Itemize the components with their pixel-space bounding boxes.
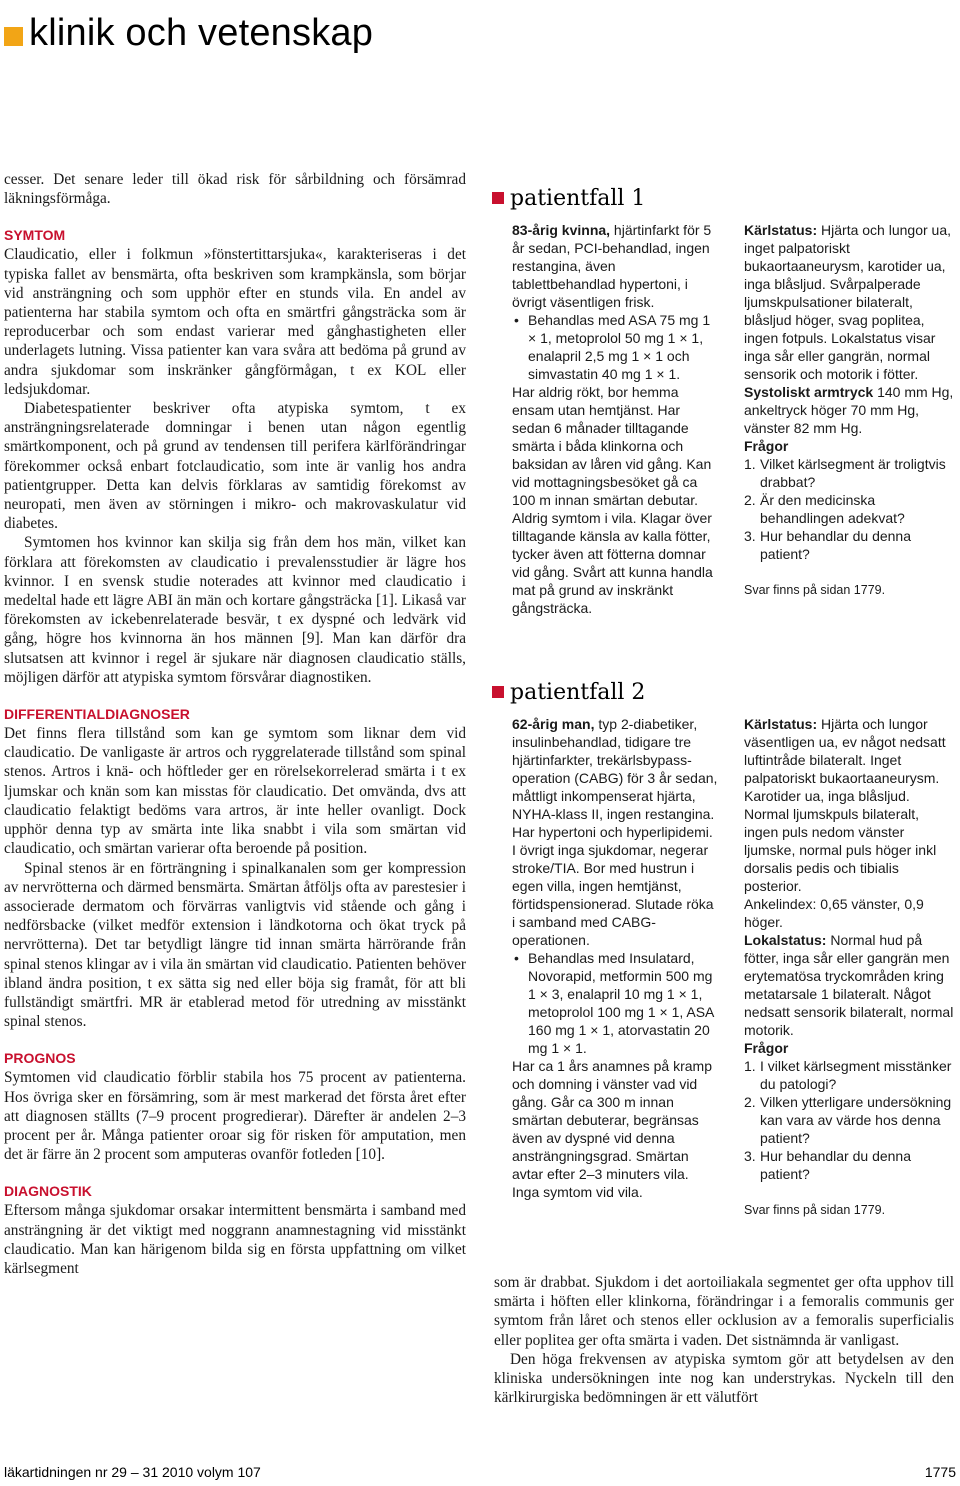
vascular-status [744,715,954,895]
case-lead-bold: 83-årig kvinna, [512,222,611,238]
case-column-2 [744,221,954,617]
question-number: 3. [744,1148,756,1164]
question-text: Hur behandlar du denna patient? [760,528,912,562]
case-lead [512,715,718,949]
case-lead [512,221,718,311]
question-number: 1. [744,1058,756,1074]
case-lead-bold: 62-årig man, [512,716,595,732]
case-history: Har aldrig rökt, bor hemma ensam utan hemtjänst. Har sedan 6 månader tilltagande smärta i båda klinkorna och baksidan av låren vid gång. Kan vid mottagningsbesöket gå ca 100 m innan smärtan debutar. Aldrig symtom i vila. Klagar över tilltagande känsla av kalla fötter, tycker även att fötterna domnar vid gång. Svårt att kunna handla mat på grund av inskränkt gångsträcka. [512,384,713,616]
heading-diagnostik: DIAGNOSTIK [4,1183,92,1200]
questions-list [744,1057,954,1183]
blood-pressure [744,383,954,437]
question-number: 2. [744,1094,756,1110]
case-column-1 [512,221,718,617]
vascular-status-label: Kärlstatus: [744,716,818,732]
paragraph-right-2: Den höga frekvensen av atypiska symtom gör att betydelsen av den kliniska undersökningen inte nog kan understrykas. Nyckeln till den kärlkirurgiska bedömningen är ett välutfört [494,1350,954,1407]
question-item [744,455,954,491]
blood-pressure-text: 140 mm Hg, ankeltryck höger 70 mm Hg, vänster 82 mm Hg. [744,384,954,436]
question-text: Vilket kärlsegment är troligtvis drabbat? [760,456,946,490]
paragraph-diff-1: Det finns flera tillstånd som kan ge symtom som liknar dem vid claudicatio. De vanligaste är artros och ryggrelaterade tillstånd som spinal stenos. Artros i knä- och höftleder ger en rörelsekorrelerad smärta i t ex ljumskar och knän som kan misstas för claudicatio. Det omvända, dvs att claudicatio felaktigt bedöms vara artros, är inte heller ovanligt. Dock upphör denna typ av smärta inte lika snabbt i vila som smärtan vid claudicatio, och smärtan varierar ofta beroende på position. [4,725,466,858]
paragraph-prognos: Symtomen vid claudicatio förblir stabila hos 75 procent av patienterna. Hos övriga sker en försämring, som är mest markerad det första året efter att diagnosen ställts (7–9 procent progredierar). Därefter är andelen 2–3 procent per år. Många patienter oroar sig för risken för amputation, men det är färre än 2 procent som amputeras ovanför fotleden [10]. [4,1069,466,1164]
ankle-index: Ankelindex: 0,65 vänster, 0,9 höger. [744,896,924,930]
heading-prognos: PROGNOS [4,1050,76,1067]
heading-symtom: SYMTOM [4,227,66,244]
question-number: 3. [744,528,756,544]
vascular-status-text: Hjärta och lungor väsentligen ua, ev något nedsatt luftintråde bilateralt. Inget palpatoriskt bukaortaaneurysm. Karotider ua, inga blåsljud. Normal ljumskpuls bilateralt, ingen puls nedom vänster ljumske, normal puls höger inkl dorsalis pedis och tibialis posterior. [744,716,946,894]
vascular-status [744,221,954,383]
case-body [492,221,954,617]
question-text: Är den medicinska behandlingen adekvat? [760,492,905,526]
paragraph-intro: cesser. Det senare leder till ökad risk för sårbildning och försämrad läkningsförmåga. [4,171,466,208]
question-number: 1. [744,456,756,472]
local-status-text: Normal hud på fötter, inga sår eller gangrän men erytematösa tryckområden kring metatarsale 1 bilateralt. Något nedsatt sensorik bilateralt, normal motorik. [744,932,954,1038]
questions-label: Frågor [744,438,789,454]
medication-item: • Behandlas med Insulatard, Novorapid, metformin 500 mg 1 × 3, enalapril 10 mg 1 × 1, metoprolol 100 mg 1 × 1, ASA 160 mg 1 × 1, atorvastatin 20 mg 1 × 1. [528,949,718,1057]
case-square-marker [492,686,504,698]
section-title: klinik och vetenskap [29,11,374,54]
answer-reference: Svar finns på sidan 1779. [744,1203,886,1217]
section-header [4,10,373,56]
paragraph-right-1: som är drabbat. Sjukdom i det aortoiliakala segmentet ger ofta upphov till smärta i höften eller klinkorna, förändringar i a femoralis communis ger symtom från låret och stenos eller ocklusion av a femoralis superficialis eller poplitea ger ofta smärta i vaden. Det sistnämnda är vanligast. [494,1274,954,1349]
case-box-1 [492,183,954,617]
case-title: patientfall 1 [510,185,646,211]
question-number: 2. [744,492,756,508]
medication-item: • Behandlas med ASA 75 mg 1 × 1, metoprolol 50 mg 1 × 1, enalapril 2,5 mg 1 × 1 och simvastatin 40 mg 1 × 1. [528,311,718,383]
heading-differentialdiagnoser: DIFFERENTIALDIAGNOSER [4,706,190,723]
article-left-column [4,170,466,1278]
question-item [744,1147,954,1183]
case-lead-text: hjärtinfarkt för 5 år sedan, PCI-behandlad, ingen restangina, även tablettbehandlad hypertoni, i övrigt väsentligen frisk. [512,222,712,310]
case-history: Har ca 1 års anamnes på kramp och domning i vänster vad vid gång. Går ca 300 m innan smärtan debuterar, begränsas även av dyspné vid denna ansträngningsgrad. Smärtan avtar efter 2–3 minuters vila. Inga symtom vid vila. [512,1058,712,1200]
header-square-marker [4,27,23,46]
paragraph-diagnostik: Eftersom många sjukdomar orsakar intermittent bensmärta i samband med ansträngning är det viktigt med noggrann anamnestagning vid misstänkt claudicatio. Man kan härigenom bilda sig en första uppfattning om vilket kärlsegment [4,1202,466,1277]
case-header [492,677,954,707]
vascular-status-text: Hjärta och lungor ua, inget palpatoriskt bukaortaaneurysm, karotider ua, inga blåsljud. Svårpalperade ljumskpulsationer bilateralt, blåsljud höger, svag poplitea, ingen fotpuls. Lokalstatus visar inga sår eller gangrän, normal sensorik och motorik i fötter. [744,222,951,382]
case-header [492,183,954,213]
answer-reference: Svar finns på sidan 1779. [744,583,886,597]
paragraph-symtom-3: Symtomen hos kvinnor kan skilja sig från dem hos män, vilket kan förklara att förekomsten av claudicatio i prevalensstudier är lägre hos kvinnor. I en svensk studie noterades att kvinnor med claudicatio i medeltal hade ett lägre ABI än män och kortare gångsträcka [1]. Likaså var förekomsten av ickebenrelaterade besvär, t ex dyspné och ledvärk vid gång, högre hos kvinnorna än hos männen [9]. Man kan därför dra slutsatsen att kvinnor i regel är sjukare när diagnosen claudicatio ställs, möjligen därför att atypiska symtom försvårar diagnostiken. [4,534,466,686]
case-column-1 [512,715,718,1219]
paragraph-diff-2: Spinal stenos är en förträngning i spinalkanalen som ger kompression av nervrötterna och därmed bensmärta. Smärtan åtföljs ofta av parestesier i associerade dermatom och förvärras vanligtvis vid stående och gång i nedförsbacke (vilket medför extension i ländkotorna och ökat tryck på nervrötterna). Det tar betydligt längre tid innan smärta härrörande från spinal stenos klingar av i vila än smärtan vid claudicatio. Patienten behöver ibland ändra position, t ex sätta sig ned eller böja sig framåt, för att bli fullständigt smärtfri. MR är etablerad metod för utredning av misstänkt spinal stenos. [4,859,466,1031]
case-box-2 [492,677,954,1219]
medication-list [512,311,718,383]
case-column-2 [744,715,954,1219]
question-item [744,491,954,527]
case-title: patientfall 2 [510,679,646,705]
case-body [492,715,954,1219]
question-text: Hur behandlar du denna patient? [760,1148,912,1182]
questions-list [744,455,954,563]
paragraph-symtom-2: Diabetespatienter beskriver ofta atypiska symtom, t ex ansträngningsrelaterade domningar i benen utan någon egentlig smärtkomponent, och på grund av tendensen till perifera kärlförändringar förekommer också enbart fotclaudicatio, som inte är vanlig hos andra patientgrupper. Detta kan delvis förklaras av samtidig förekomst av neuropati, men även av störningen i mikro- och makrovaskulatur vid diabetes. [4,400,466,533]
paragraph-symtom-1: Claudicatio, eller i folkmun »fönstertittarsjuka«, karakteriseras i det typiska fallet av bensmärta, ofta beskriven som krampkänsla, som börjar vid ansträngning och som upphör efter en stunds vila. En andel av patienterna har stabila symtom och ofta en smärtfri gångsträcka som är reproducerbar och som endast varierar med gånghastigheten eller underlagets lutning. Vissa patienter kan vara svåra att bedöma på grund av andra sjukdomar som inskränker gångförmågan, t ex KOL eller ledsjukdomar. [4,246,466,398]
local-status-label: Lokalstatus: [744,932,827,948]
question-text: Vilken ytterligare undersökning kan vara av värde hos denna patient? [760,1094,952,1146]
footer-journal-info: läkartidningen nr 29 – 31 2010 volym 107 [4,1464,261,1480]
case-square-marker [492,192,504,204]
page-number: 1775 [924,1464,956,1480]
question-text: I vilket kärlsegment misstänker du patologi? [760,1058,952,1092]
question-item [744,527,954,563]
blood-pressure-label: Systoliskt armtryck [744,384,874,400]
local-status [744,931,954,1039]
case-lead-text: typ 2-diabetiker, insulinbehandlad, tidigare tre hjärtinfarkter, trekärlsbypass-operation (CABG) för 3 år sedan, måttligt inkompenserat hjärta, NYHA-klass II, ingen restangina. Har hypertoni och hyperlipidemi. I övrigt inga sjukdomar, negerar stroke/TIA. Bor med hustrun i egen villa, ingen hemtjänst, förtidspensionerad. Slutade röka i samband med CABG-operationen. [512,716,718,948]
question-item [744,1057,954,1093]
questions-label: Frågor [744,1040,789,1056]
question-item [744,1093,954,1147]
vascular-status-label: Kärlstatus: [744,222,818,238]
medication-list [512,949,718,1057]
article-right-column [494,1273,954,1407]
